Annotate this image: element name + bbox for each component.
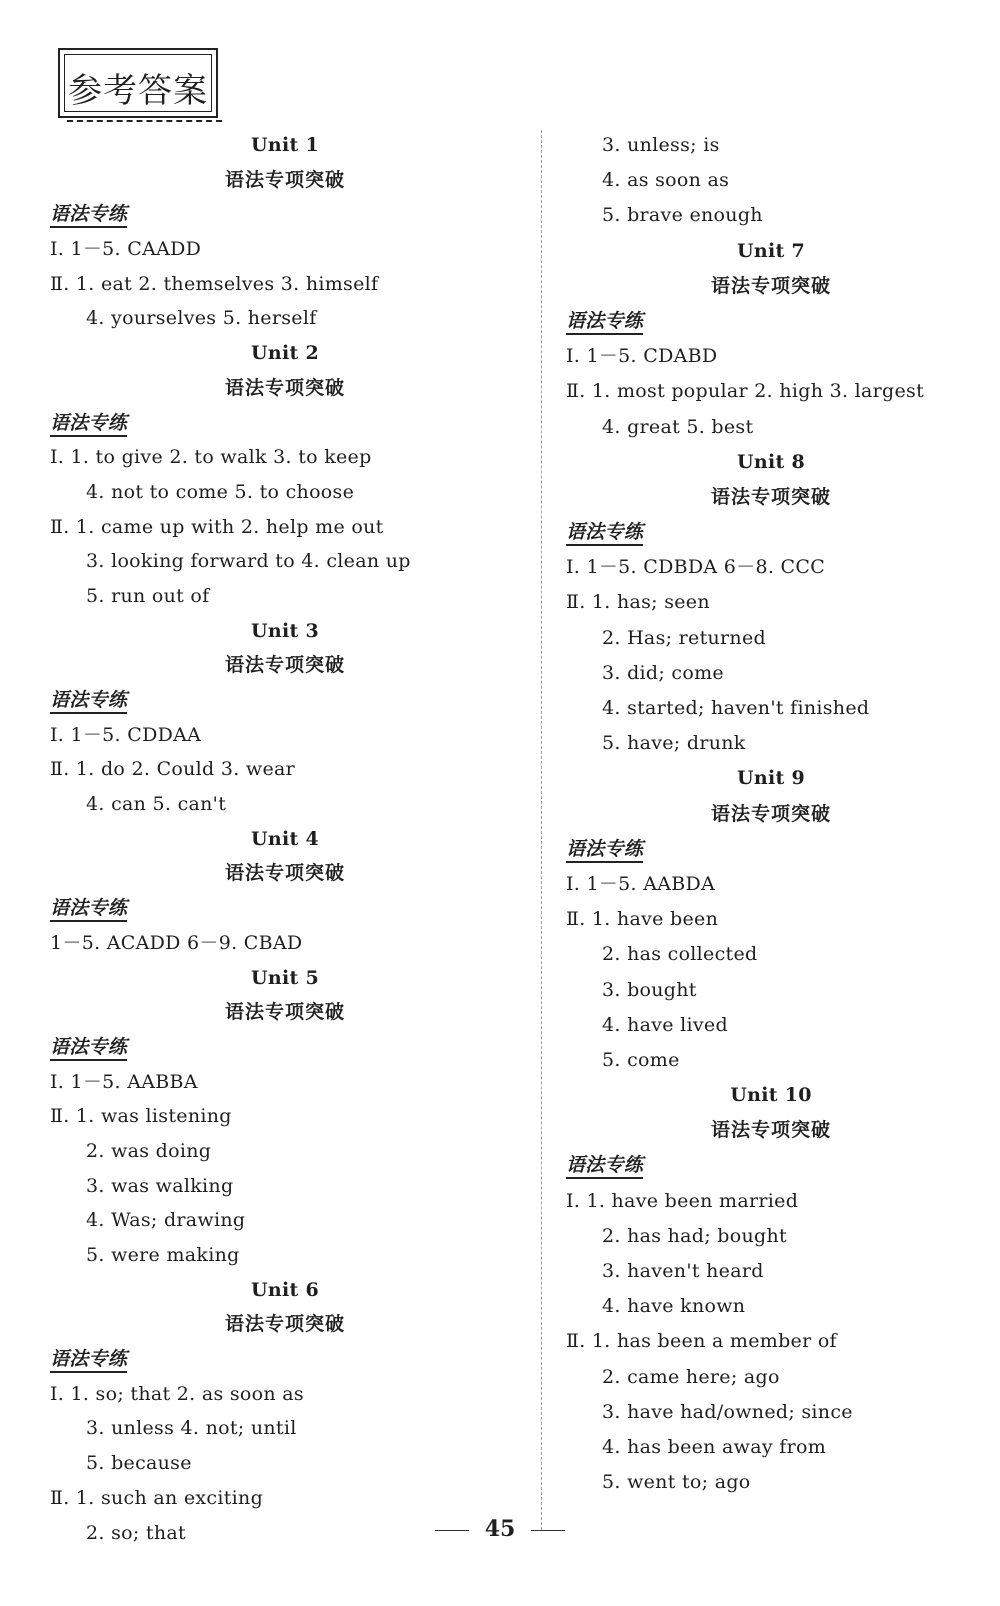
practice-label [566,304,976,339]
section-heading: 语法专项突破 [224,168,345,191]
practice-label-text: 语法专练 [50,1348,127,1373]
practice-label [566,515,976,550]
footer-dash-left [435,1530,469,1531]
answer-line: 3. bought [602,978,697,1001]
answer-line: Ⅱ. 1. most popular 2. high 3. largest [566,380,925,403]
answer-line: 3. have had/owned; since [602,1400,853,1423]
answer-line: 4. as soon as [602,169,730,192]
answer-line: 2. has collected [602,943,758,966]
answer-line: Ⅰ. 1. have been married [566,1189,799,1212]
unit-heading: Unit 6 [250,1278,319,1301]
right-column [566,128,976,1500]
unit-heading: Unit 9 [736,767,805,790]
section-heading: 语法专项突破 [710,1119,831,1142]
answer-line: 4. started; haven't finished [602,697,870,719]
practice-label [50,406,520,441]
answer-line: 1－5. ACADD 6－9. CBAD [50,931,303,954]
answer-line: Ⅰ. 1－5. CAADD [50,238,202,261]
answer-line: 4. have known [602,1295,746,1318]
practice-label-text: 语法专练 [566,838,643,863]
unit-heading: Unit 10 [730,1084,812,1107]
section-heading: 语法专项突破 [224,1313,345,1336]
answer-line: Ⅰ. 1－5. CDABD [566,345,718,368]
answer-line: 4. not to come 5. to choose [86,480,355,503]
answer-line: 4. Was; drawing [86,1209,246,1232]
answer-line: Ⅰ. 1－5. CDDAA [50,723,202,746]
answer-line: Ⅱ. 1. do 2. Could 3. wear [50,758,296,781]
answer-line: 3. looking forward to 4. clean up [86,550,411,573]
answer-key-title-box [58,48,218,118]
answer-line: 3. was walking [86,1174,234,1197]
answer-line: 5. were making [86,1244,240,1266]
answer-line: 5. because [86,1452,192,1475]
practice-label [566,1148,976,1183]
answer-line: Ⅰ. 1－5. CDBDA 6－8. CCC [566,556,826,579]
answer-line: Ⅰ. 1. to give 2. to walk 3. to keep [50,446,372,469]
section-heading: 语法专项突破 [710,802,831,825]
practice-label-text: 语法专练 [50,689,127,714]
section-heading: 语法专项突破 [224,376,345,399]
practice-label [50,1342,520,1377]
answer-line: 5. run out of [86,584,210,607]
left-column [50,128,520,1550]
unit-heading: Unit 7 [736,239,805,262]
answer-line: 3. haven't heard [602,1260,764,1282]
page-number-footer [0,1516,1000,1542]
unit-heading: Unit 1 [250,134,319,156]
footer-dash-right [531,1530,565,1531]
answer-line: Ⅱ. 1. such an exciting [50,1486,264,1509]
unit-heading: Unit 2 [250,342,319,365]
practice-label-text: 语法专练 [566,521,643,546]
practice-label-text: 语法专练 [566,1154,643,1179]
unit-heading: Unit 5 [250,966,319,989]
answer-line: 4. can 5. can't [86,793,227,816]
answer-line: Ⅱ. 1. was listening [50,1105,232,1128]
unit-heading: Unit 3 [250,619,319,642]
practice-label [50,197,520,232]
section-heading: 语法专项突破 [224,862,345,885]
answer-line: Ⅰ. 1－5. AABDA [566,872,716,895]
section-heading: 语法专项突破 [710,274,831,297]
answer-line: 4. has been away from [602,1435,827,1458]
answer-line: Ⅱ. 1. eat 2. themselves 3. himself [50,272,379,295]
answer-line: 4. have lived [602,1013,728,1036]
answer-line: Ⅱ. 1. came up with 2. help me out [50,515,384,538]
answer-line: Ⅰ. 1. so; that 2. as soon as [50,1382,304,1405]
answer-line: 4. great 5. best [602,415,754,438]
unit-heading: Unit 4 [250,827,319,850]
answer-line: Ⅱ. 1. has; seen [566,591,710,614]
practice-label [50,1030,520,1065]
practice-label [50,891,520,926]
section-heading: 语法专项突破 [224,654,345,677]
practice-label-text: 语法专练 [50,1036,127,1061]
answer-line: Ⅱ. 1. have been [566,908,719,931]
section-heading: 语法专项突破 [710,485,831,508]
answer-line: Ⅱ. 1. has been a member of [566,1330,837,1353]
answer-line: 5. come [602,1048,680,1071]
answer-line: 2. Has; returned [602,626,766,649]
answer-line: 5. have; drunk [602,732,746,755]
answer-line: 2. has had; bought [602,1224,787,1247]
practice-label [50,683,520,718]
answer-line: 2. was doing [86,1139,212,1162]
answer-line: 4. yourselves 5. herself [86,307,317,330]
answer-line: 5. brave enough [602,204,763,227]
practice-label [566,832,976,867]
answer-line: 2. so; that [86,1521,186,1544]
page-title: 参考答案 [68,71,208,111]
practice-label-text: 语法专练 [50,203,127,228]
answer-line: 3. unless; is [602,134,720,156]
practice-label-text: 语法专练 [50,412,127,437]
practice-label-text: 语法专练 [566,310,643,335]
answer-line: 2. came here; ago [602,1365,780,1388]
answer-line: 3. unless 4. not; until [86,1417,297,1440]
answer-line: 3. did; come [602,661,724,684]
column-divider [541,130,542,1530]
answer-line: 5. went to; ago [602,1471,751,1494]
answer-line: Ⅰ. 1－5. AABBA [50,1070,198,1093]
page-number: 45 [484,1516,516,1542]
unit-heading: Unit 8 [736,450,805,473]
section-heading: 语法专项突破 [224,1001,345,1024]
practice-label-text: 语法专练 [50,897,127,922]
